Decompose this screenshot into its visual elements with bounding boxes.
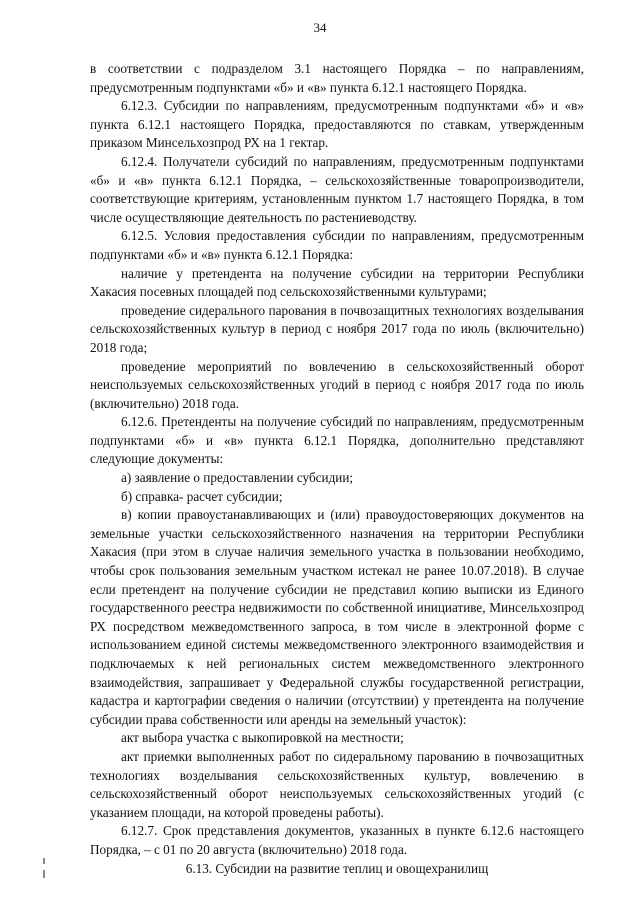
paragraph: наличие у претендента на получение субсидии на территории Республики Хакасия посевных площадей под сельскохозяйственными культурами; <box>90 265 584 300</box>
paragraph: акт выбора участка с выкопировкой на местности; <box>121 730 404 746</box>
paragraph: в соответствии с подразделом 3.1 настоящего Порядка – по направлениям, предусмотренным подпунктами «б» и «в» пункта 6.12.1 настоящего Порядка. <box>90 61 584 95</box>
scan-artifact-mark <box>43 858 45 864</box>
document-body <box>90 60 584 878</box>
paragraph: проведение мероприятий по вовлечению в сельскохозяйственный оборот неиспользуемых сельскохозяйственных угодий в период с ноября 2017 года по июль (включительно) 2018 года. <box>90 358 584 411</box>
paragraph: а) заявление о предоставлении субсидии; <box>121 470 354 486</box>
paragraph: акт приемки выполненных работ по сидеральному парованию в почвозащитных технологиях возделывания сельскохозяйственных культур, вовлечению в сельскохозяйственный оборот неиспользуемых сельскохозяйственных угодий (с указанием площади, на которой проведены работы). <box>90 748 584 820</box>
section-heading: 6.13. Субсидии на развитие теплиц и овощехранилищ <box>185 860 489 876</box>
paragraph: 6.12.3. Субсидии по направлениям, предусмотренным подпунктами «б» и «в» пункта 6.12.1 настоящего Порядка, предоставляются по ставкам, утвержденным приказом Минсельхозпрод РХ на 1 гектар. <box>90 98 584 151</box>
paragraph: 6.12.4. Получатели субсидий по направлениям, предусмотренным подпунктами «б» и «в» пункта 6.12.1 Порядка, – сельскохозяйственные товаропроизводители, соответствующие критериям, установленным пунктом 1.7 настоящего Порядка, в том числе осуществляющие деятельность по растениеводству. <box>90 153 584 225</box>
paragraph: в) копии правоустанавливающих и (или) правоудостоверяющих документов на земельные участки сельскохозяйственного назначения на территории Республики Хакасия (при этом в случае наличия земельного участка в пользовании необходимо, чтобы срок пользования земельным участком истекал не ранее 10.07.2018). В случае если претендент на получение субсидии не представил копию выписки из Единого государственного реестра недвижимости по собственной инициативе, Минсельхозпрод РХ посредством межведомственного запроса, в том числе в электронной форме с использованием единой системы межведомственного электронного взаимодействия и подключаемых к ней региональных систем межведомственного электронного взаимодействия, запрашивает у Федеральной службы государственной регистрации, кадастра и картографии сведения о наличии (отсутствии) у претендента на получение субсидии права собственности или аренды на земельный участок): <box>90 507 584 727</box>
paragraph: 6.12.7. Срок представления документов, указанных в пункте 6.12.6 настоящего Порядка, – с 01 по 20 августа (включительно) 2018 года. <box>90 823 584 857</box>
page-number: 34 <box>313 20 327 35</box>
paragraph: проведение сидерального парования в почвозащитных технологиях возделывания сельскохозяйственных культур в период с ноября 2017 года по июль (включительно) 2018 года; <box>90 302 584 355</box>
scan-artifact-mark <box>43 870 45 878</box>
paragraph: 6.12.5. Условия предоставления субсидии по направлениям, предусмотренным подпунктами «б» и «в» пункта 6.12.1 Порядка: <box>90 228 584 262</box>
paragraph: б) справка- расчет субсидии; <box>121 488 283 504</box>
paragraph: 6.12.6. Претенденты на получение субсидий по направлениям, предусмотренным подпунктами «б» и «в» пункта 6.12.1 Порядка, дополнительно представляют следующие документы: <box>90 414 584 467</box>
